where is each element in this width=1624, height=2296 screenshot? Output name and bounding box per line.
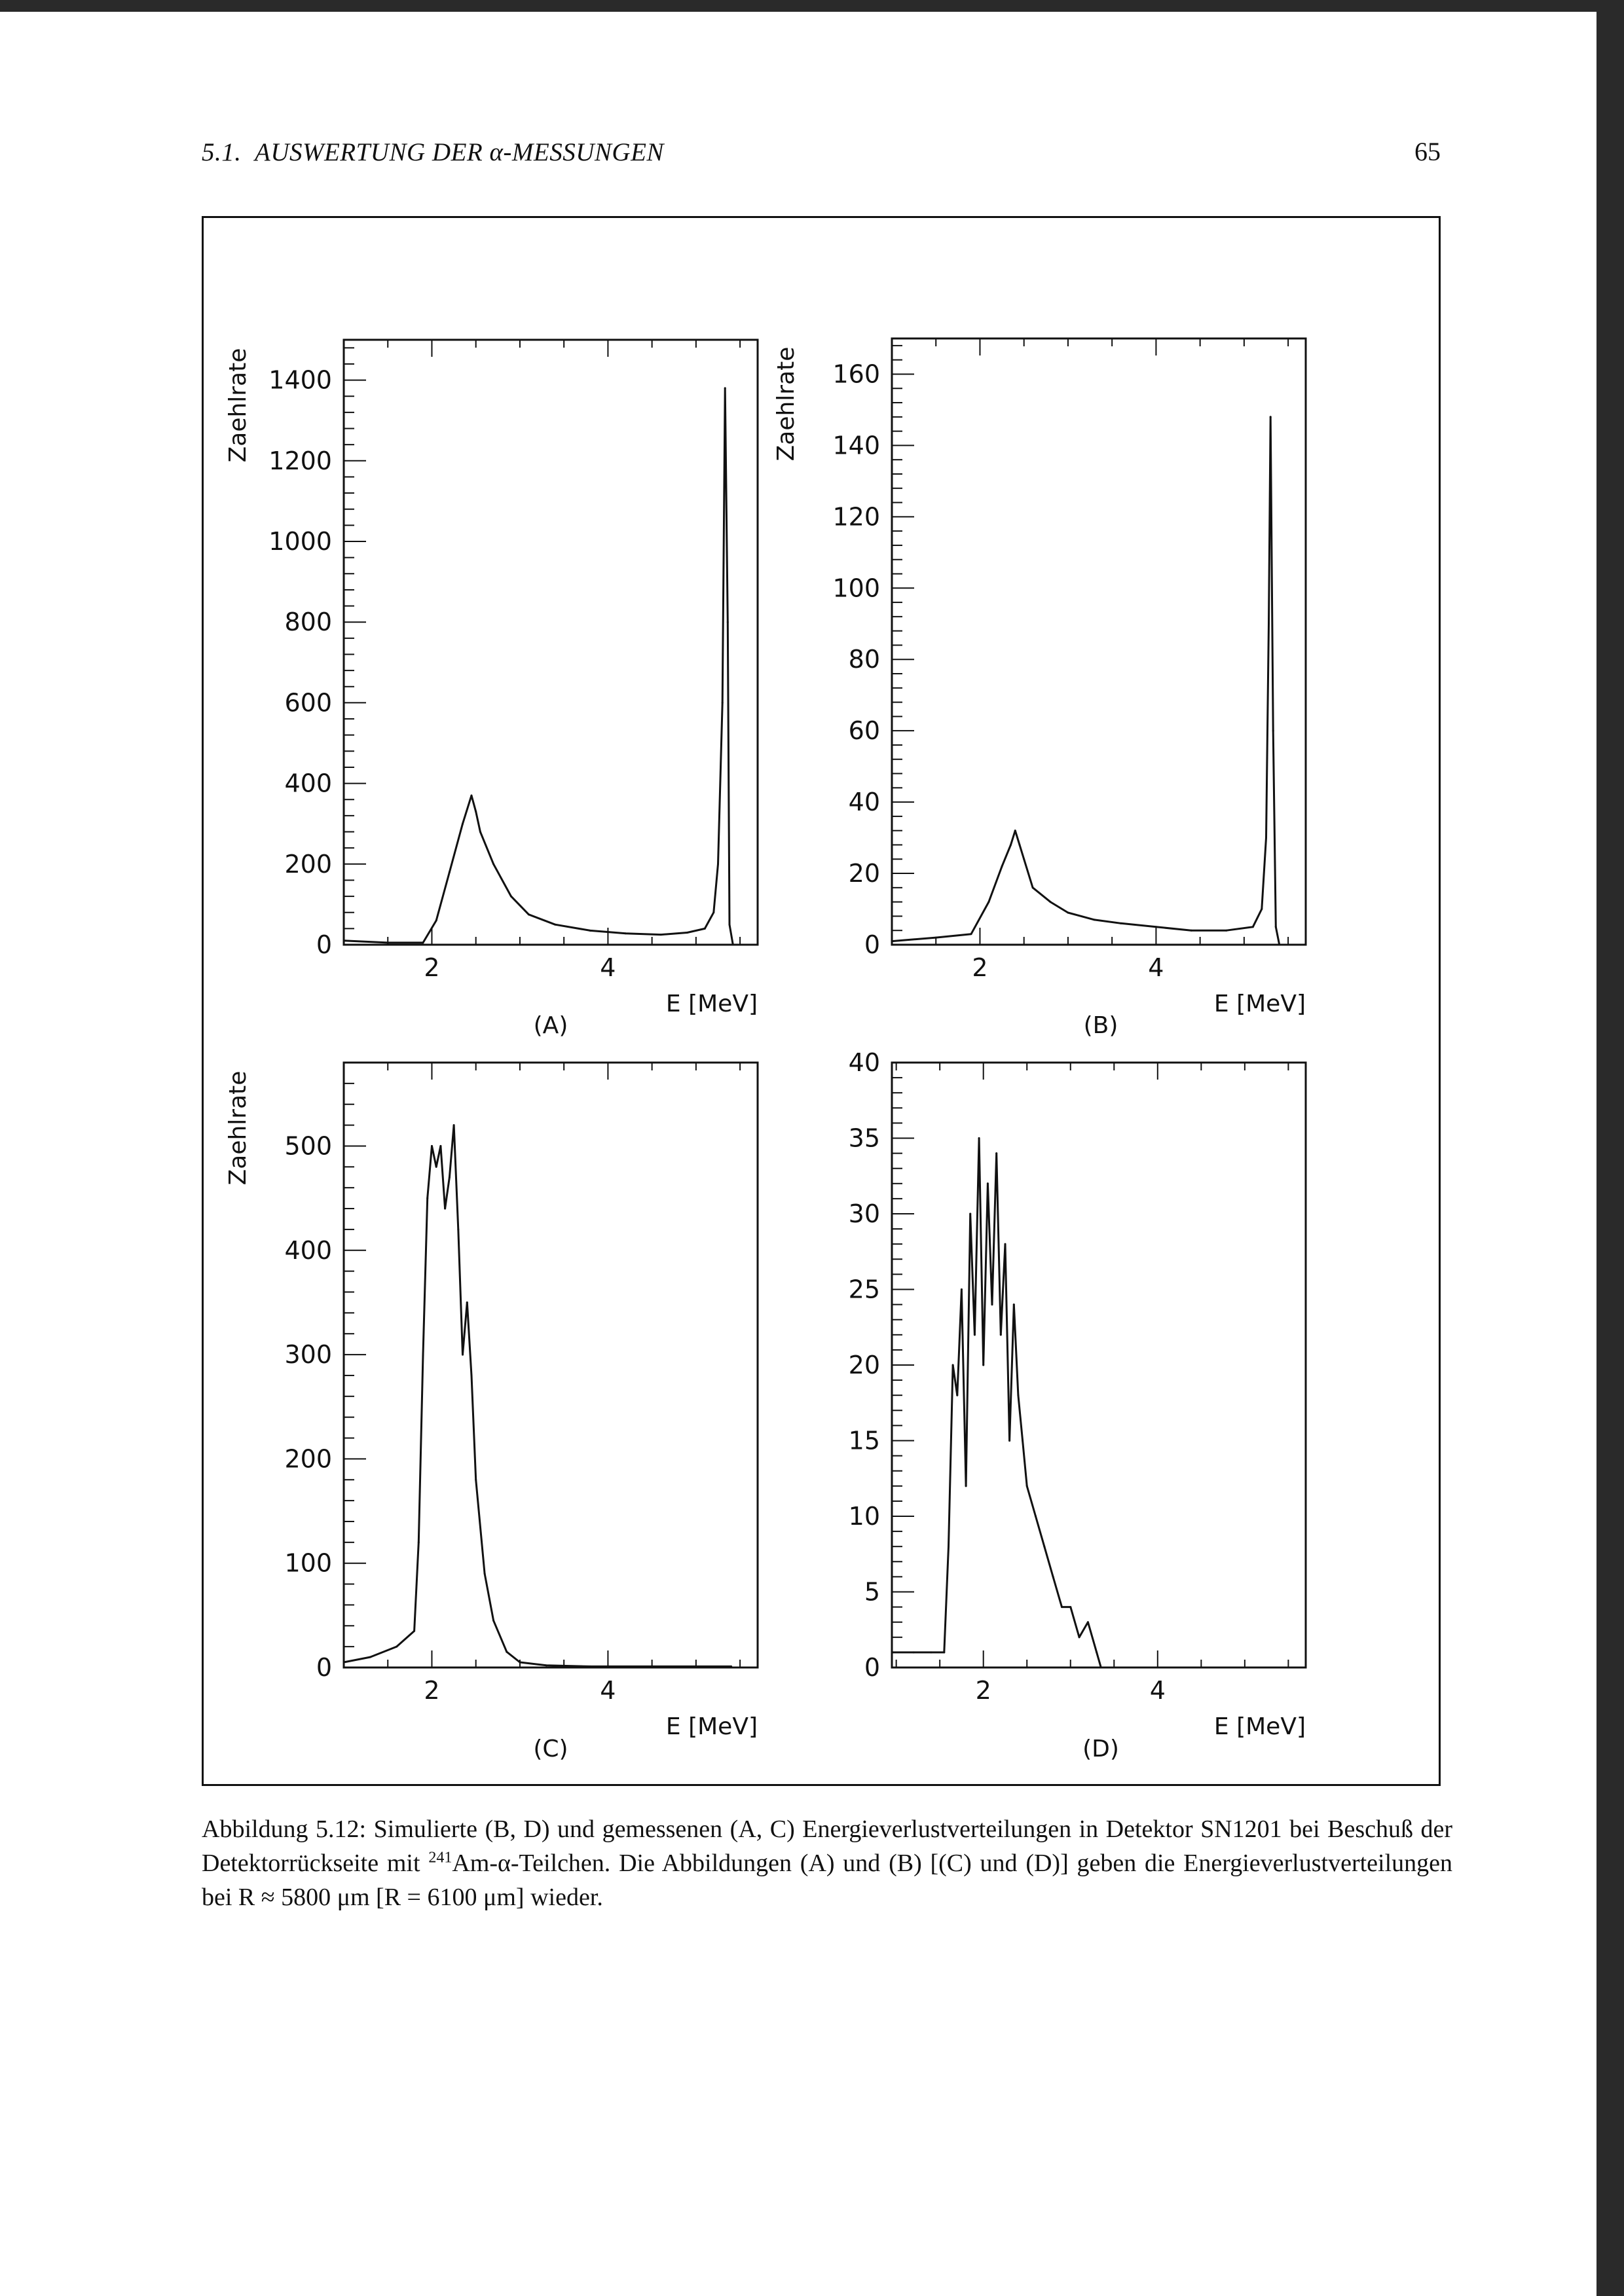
panel-c-data-point — [439, 1145, 441, 1147]
panel-a-data-point — [722, 702, 724, 704]
panel-c-data-point — [466, 1302, 468, 1303]
panel-c-data-point — [413, 1630, 415, 1632]
panel-b-caption: (B) — [1083, 1012, 1118, 1039]
panel-b-y-tick-label: 120 — [832, 502, 880, 532]
panel-d-x-axis-title: E [MeV] — [1213, 1713, 1306, 1740]
panel-b-data-point — [1270, 416, 1272, 418]
panel-d-data-point — [969, 1213, 971, 1215]
panel-a-x-tick-label: 4 — [600, 953, 616, 982]
panel-c-data-point — [470, 1374, 472, 1376]
panel-c-data-point — [484, 1573, 486, 1575]
panel-d-data-point — [991, 1303, 993, 1305]
panel-d-data-point — [1017, 1394, 1019, 1396]
panel-b-x-tick-label: 4 — [1148, 953, 1164, 982]
panel-a-data-point — [492, 863, 494, 865]
panel-a-data-point — [686, 932, 688, 934]
panel-b-data-point — [1261, 908, 1263, 910]
panel-d-y-tick-label: 20 — [848, 1351, 880, 1379]
panel-c-data-point — [426, 1197, 428, 1199]
panel-d-data-point — [982, 1364, 984, 1366]
panel-b-x-axis-title: E [MeV] — [1213, 991, 1306, 1017]
panel-c-data-point — [396, 1646, 397, 1648]
panel-a-plot-frame — [344, 340, 758, 945]
panel-c-data-point — [435, 1166, 437, 1168]
panel-d-data-point — [961, 1288, 963, 1290]
panel-d-caption: (D) — [1082, 1736, 1119, 1762]
panel-c-y-tick-label: 500 — [284, 1131, 332, 1161]
panel-d-data-point — [995, 1152, 997, 1154]
panel-d-data-point — [948, 1546, 950, 1548]
panel-d-data-point — [1008, 1440, 1010, 1442]
panel-b-data-point — [1094, 919, 1096, 920]
panel-b-data-point — [1014, 829, 1016, 831]
panel-d-y-tick-label: 40 — [848, 1048, 880, 1077]
panel-b-y-tick-label: 80 — [848, 645, 880, 674]
caption-label: Abbildung 5.12: — [202, 1815, 367, 1843]
panel-b-data-point — [1032, 886, 1034, 888]
panel-a-x-tick-label: 2 — [424, 953, 440, 982]
running-head — [202, 137, 664, 167]
panel-d-data-point — [1026, 1485, 1028, 1487]
panel-a-data-point — [510, 896, 512, 898]
panel-c-data-point — [444, 1208, 446, 1210]
panel-b-data-point — [1225, 930, 1227, 932]
panel-a-data-point — [712, 911, 714, 913]
panel-a-spectrum-line — [344, 388, 733, 945]
panel-b-y-tick-label: 60 — [848, 716, 880, 746]
panel-d-spectrum-line — [892, 1139, 1101, 1668]
panel-b-data-point — [1001, 866, 1003, 867]
panel-a-data-point — [704, 928, 706, 930]
panel-c-x-tick-label: 4 — [600, 1676, 616, 1705]
panel-d-data-point — [930, 1651, 932, 1653]
section-title: AUSWERTUNG DER α-MESSUNGEN — [255, 138, 664, 166]
panel-c-data-point — [545, 1664, 547, 1666]
panel-a-data-point — [343, 939, 345, 941]
panel-c-x-tick-label: 2 — [424, 1676, 440, 1705]
panel-a-y-tick-label: 200 — [284, 849, 332, 879]
panel-b-data-point — [970, 933, 972, 935]
panel-d-y-tick-label: 35 — [848, 1123, 880, 1153]
panel-a-y-tick-label: 600 — [284, 688, 332, 718]
panel-c-data-point — [651, 1666, 653, 1667]
panel-c-data-point — [492, 1620, 494, 1622]
panel-d-plot-frame — [892, 1063, 1306, 1667]
panel-a-data-point — [728, 924, 730, 926]
panel-c-y-tick-label: 300 — [284, 1340, 332, 1370]
panel-a-y-tick-label: 400 — [284, 769, 332, 798]
panel-b-data-point — [1067, 911, 1069, 913]
panel-b-data-point — [1050, 901, 1052, 903]
panel-a-y-axis-title: Zaehlrate — [225, 348, 251, 463]
panel-c-caption: (C) — [533, 1736, 568, 1762]
panel-c-y-axis-title: Zaehlrate — [225, 1070, 251, 1186]
panel-d-data-point — [913, 1651, 915, 1653]
panel-d-data-point — [1035, 1516, 1037, 1518]
panel-b-y-tick-label: 140 — [832, 431, 880, 460]
panel-d-y-tick-label: 0 — [864, 1653, 880, 1682]
panel-d-y-tick-label: 25 — [848, 1275, 880, 1304]
panel-a-data-point — [589, 930, 591, 932]
panel-a-data-point — [660, 934, 662, 936]
panel-b-y-axis-title: Zaehlrate — [773, 346, 800, 462]
panel-c-data-point — [422, 1354, 424, 1356]
panel-c-data-point — [343, 1662, 345, 1664]
panel-c-y-tick-label: 200 — [284, 1444, 332, 1474]
panel-c-data-point — [431, 1145, 433, 1147]
figure-panels — [204, 218, 1439, 1784]
panel-d-data-point — [1061, 1606, 1063, 1608]
panel-a-data-point — [387, 941, 389, 943]
panel-b-data-point — [1272, 730, 1274, 732]
panel-a-data-point — [449, 871, 451, 873]
panel-b-data-point — [1018, 844, 1020, 846]
panel-d-data-point — [978, 1137, 980, 1139]
panel-c-data-point — [449, 1176, 451, 1178]
panel-d-y-tick-label: 5 — [864, 1577, 880, 1607]
panel-b-data-point — [891, 940, 893, 942]
panel-b-spectrum-line — [892, 417, 1280, 945]
panel-a-y-tick-label: 1200 — [268, 446, 332, 475]
panel-d-y-tick-label: 10 — [848, 1502, 880, 1531]
panel-a-data-point — [462, 823, 464, 825]
panel-d-data-point — [974, 1334, 976, 1336]
panel-d-data-point — [987, 1182, 989, 1184]
panel-d-y-tick-label: 15 — [848, 1426, 880, 1455]
panel-a-data-point — [475, 811, 477, 812]
panel-b-data-point — [1010, 844, 1012, 846]
panel-b-data-point — [1252, 926, 1254, 928]
panel-d-x-tick-label: 2 — [975, 1676, 991, 1705]
panel-a-y-tick-label: 1400 — [268, 365, 332, 395]
figure-frame — [202, 216, 1441, 1786]
panel-d-data-point — [1087, 1621, 1089, 1623]
panel-d-data-point — [1004, 1243, 1006, 1245]
panel-d-data-point — [956, 1394, 958, 1396]
panel-a-y-tick-label: 800 — [284, 608, 332, 637]
panel-b-data-point — [1190, 930, 1192, 932]
panel-a-data-point — [724, 387, 726, 389]
caption-text-1: Simulierte (B, D) und gemessenen (A, C) Energieverlustverteilungen in Detektor SN1201 bei Beschuß der Detektorrückseite mit — [202, 1815, 1453, 1877]
panel-c-y-tick-label: 100 — [284, 1548, 332, 1578]
figure-caption — [202, 1812, 1452, 1914]
page-number: 65 — [1414, 137, 1441, 166]
panel-a-data-point — [554, 924, 556, 926]
panel-b-data-point — [1268, 623, 1270, 625]
panel-a-data-point — [732, 944, 734, 946]
panel-d-data-point — [1000, 1334, 1002, 1336]
panel-a-y-tick-label: 1000 — [268, 527, 332, 556]
panel-b-y-tick-label: 20 — [848, 859, 880, 888]
panel-c-spectrum-line — [344, 1125, 731, 1667]
panel-b-x-tick-label: 2 — [972, 953, 988, 982]
panel-b-data-point — [1278, 944, 1280, 946]
panel-c-plot-frame — [344, 1063, 758, 1667]
panel-c-data-point — [462, 1354, 464, 1356]
panel-a-caption: (A) — [533, 1012, 568, 1039]
panel-a-data-point — [625, 932, 627, 934]
panel-d-data-point — [1013, 1303, 1015, 1305]
panel-b-data-point — [1275, 926, 1277, 928]
panel-a-data-point — [528, 913, 530, 915]
panel-d-data-point — [1052, 1576, 1054, 1578]
panel-b-data-point — [1023, 858, 1025, 860]
panel-b-data-point — [1120, 922, 1122, 924]
panel-a-data-point — [470, 795, 472, 797]
panel-b-y-tick-label: 0 — [864, 930, 880, 959]
panel-b-y-tick-label: 160 — [832, 359, 880, 389]
panel-c-data-point — [730, 1666, 732, 1667]
panel-c-y-tick-label: 0 — [316, 1653, 332, 1682]
panel-b-data-point — [987, 901, 989, 903]
panel-b-y-tick-label: 40 — [848, 788, 880, 817]
panel-c-y-tick-label: 400 — [284, 1235, 332, 1265]
panel-d-data-point — [943, 1651, 945, 1653]
caption-text-2: Am-α-Teilchen. Die Abbildungen (A) und (B) [(C) und (D)] geben die Energieverlustverteilungen bei R ≈ 5800 μm [R = 6100 μm] wieder. — [202, 1850, 1452, 1911]
panel-a-data-point — [717, 863, 719, 865]
panel-a-data-point — [422, 941, 424, 943]
panel-d-x-tick-label: 4 — [1149, 1676, 1166, 1705]
panel-c-data-point — [589, 1666, 591, 1667]
panel-a-data-point — [727, 621, 729, 623]
panel-b-plot-frame — [892, 338, 1306, 945]
caption-superscript: 241 — [428, 1849, 452, 1867]
scan-edge-right — [1596, 0, 1624, 2296]
panel-a-y-tick-label: 0 — [316, 930, 332, 959]
panel-d-data-point — [965, 1485, 967, 1487]
panel-c-data-point — [457, 1228, 459, 1230]
panel-c-data-point — [369, 1656, 371, 1658]
panel-d-data-point — [891, 1651, 893, 1653]
panel-b-data-point — [1155, 926, 1157, 928]
panel-c-data-point — [453, 1124, 455, 1126]
panel-a-data-point — [479, 831, 481, 833]
scan-edge-top — [0, 0, 1624, 12]
panel-d-data-point — [952, 1364, 954, 1366]
panel-b-data-point — [935, 937, 937, 939]
panel-d-data-point — [1069, 1606, 1071, 1608]
panel-c-data-point — [519, 1662, 521, 1664]
section-number: 5.1. — [202, 138, 242, 166]
panel-c-data-point — [506, 1651, 507, 1653]
panel-c-data-point — [475, 1479, 477, 1481]
panel-b-y-tick-label: 100 — [832, 574, 880, 603]
panel-a-x-axis-title: E [MeV] — [665, 991, 758, 1017]
panel-d-data-point — [1043, 1546, 1045, 1548]
panel-c-data-point — [418, 1541, 420, 1543]
panel-a-data-point — [435, 920, 437, 922]
panel-d-data-point — [1022, 1440, 1024, 1442]
panel-b-data-point — [1265, 837, 1267, 839]
panel-d-data-point — [1096, 1651, 1098, 1653]
panel-c-x-axis-title: E [MeV] — [665, 1713, 758, 1740]
panel-d-data-point — [1079, 1636, 1080, 1638]
panel-d-y-tick-label: 30 — [848, 1199, 880, 1228]
panel-d-data-point — [1100, 1667, 1102, 1669]
